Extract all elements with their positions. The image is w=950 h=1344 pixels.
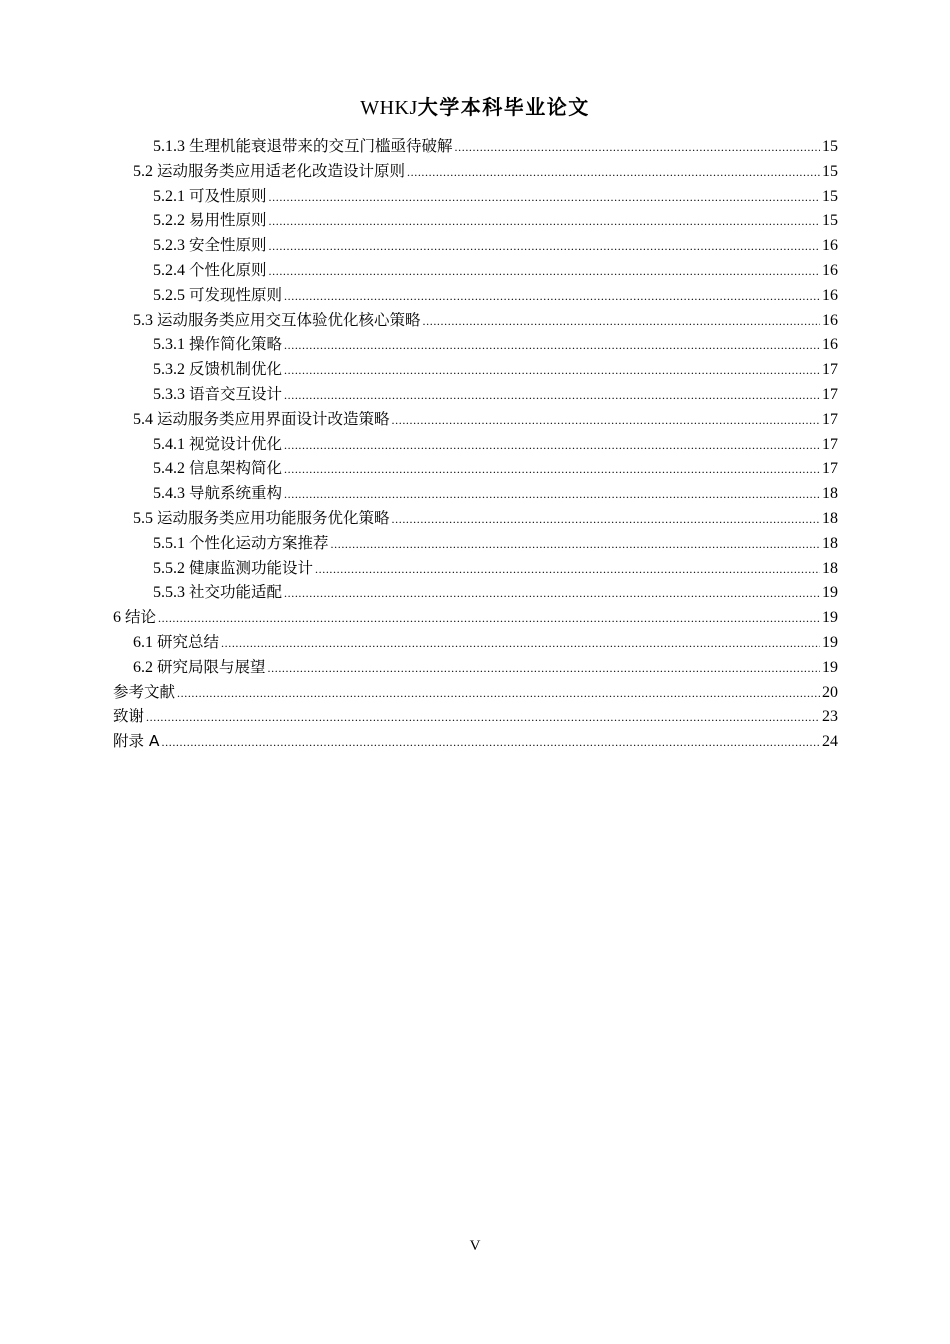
toc-entry-appendix-a[interactable]: [113, 729, 838, 754]
toc-title: 生理机能衰退带来的交互门槛亟待破解: [189, 137, 453, 155]
toc-entry-5-2-2[interactable]: [113, 208, 838, 233]
header-school-name: WHKJ: [360, 97, 418, 119]
header-thesis-title: 大学本科毕业论文: [417, 95, 590, 119]
toc-page-number: 17: [822, 385, 838, 403]
toc-dot-leader: [162, 735, 820, 750]
toc-dot-leader: [146, 710, 820, 725]
toc-page-number: 24: [822, 733, 838, 751]
toc-dot-leader: [392, 512, 820, 527]
toc-page-number: 18: [822, 485, 838, 503]
toc-number: 5.2: [133, 162, 153, 180]
toc-number: 5.3: [133, 311, 153, 329]
toc-entry-5-4-3[interactable]: [113, 481, 838, 506]
toc-entry-5-2-3[interactable]: [113, 233, 838, 258]
toc-number: 5.5.3: [153, 584, 185, 602]
toc-entry-5-3[interactable]: [113, 308, 838, 333]
toc-title: 参考文献: [113, 682, 176, 701]
toc-dot-leader: [284, 586, 820, 601]
toc-number: 5.1.3: [153, 138, 185, 155]
toc-number: 5.2.4: [153, 261, 185, 279]
toc-title: 操作简化策略: [189, 335, 283, 354]
toc-entry-5-2-5[interactable]: [113, 283, 838, 308]
toc-dot-leader: [177, 686, 820, 701]
toc-dot-leader: [284, 388, 820, 403]
toc-entry-6-2[interactable]: [113, 655, 838, 680]
toc-dot-leader: [392, 413, 820, 428]
toc-title: 运动服务类应用功能服务优化策略: [157, 508, 390, 527]
toc-dot-leader: [269, 264, 820, 279]
toc-entry-5-5-3[interactable]: [113, 580, 838, 605]
toc-title: 个性化运动方案推荐: [189, 533, 329, 552]
toc-entry-5-5[interactable]: [113, 506, 838, 531]
toc-page-number: 16: [822, 286, 838, 304]
toc-title: 可发现性原则: [189, 285, 283, 304]
toc-page-number: 19: [822, 658, 838, 676]
toc-entry-5-4-2[interactable]: [113, 456, 838, 481]
toc-dot-leader: [284, 438, 820, 453]
toc-number: 5.4.1: [153, 435, 185, 453]
toc-entry-5-3-2[interactable]: [113, 357, 838, 382]
toc-entry-5-1-3[interactable]: [113, 134, 838, 159]
toc-page-number: 17: [822, 460, 838, 478]
toc-number: 5.2.2: [153, 212, 185, 230]
toc-number: 6: [113, 609, 121, 627]
toc-title: 健康监测功能设计: [189, 558, 314, 577]
toc-entry-5-5-2[interactable]: [113, 556, 838, 581]
toc-page-number: 18: [822, 534, 838, 552]
toc-number: 5.3.3: [153, 385, 185, 403]
toc-page-number: 19: [822, 609, 838, 627]
toc-title: 社交功能适配: [189, 583, 283, 602]
toc-page-number: 20: [822, 683, 838, 701]
page-footer: [0, 1238, 950, 1255]
toc-entry-5-4-1[interactable]: [113, 432, 838, 457]
toc-entry-6-1[interactable]: [113, 630, 838, 655]
toc-entry-6[interactable]: [113, 605, 838, 630]
toc-title: 运动服务类应用交互体验优化核心策略: [157, 310, 421, 329]
toc-page-number: 15: [822, 187, 838, 205]
toc-page-number: 15: [822, 212, 838, 230]
toc-dot-leader: [284, 487, 820, 502]
toc-dot-leader: [158, 611, 820, 626]
toc-dot-leader: [221, 636, 820, 651]
toc-number: 5.3.2: [153, 361, 185, 379]
toc-dot-leader: [269, 214, 820, 229]
toc-entry-5-5-1[interactable]: [113, 531, 838, 556]
toc-number: 5.5.1: [153, 534, 185, 552]
toc-page-number: 19: [822, 584, 838, 602]
toc-title: 致谢: [113, 707, 145, 726]
toc-number: 5.4.2: [153, 460, 185, 478]
toc-dot-leader: [284, 289, 820, 304]
toc-page-number: 15: [822, 162, 838, 180]
toc-number: 5.4.3: [153, 485, 185, 503]
toc-dot-leader: [284, 363, 820, 378]
toc-page-number: 16: [822, 311, 838, 329]
toc-page-number: 18: [822, 509, 838, 527]
toc-entry-5-4[interactable]: [113, 407, 838, 432]
toc-number: 5.5: [133, 509, 153, 527]
toc-dot-leader: [455, 140, 820, 155]
toc-dot-leader: [269, 190, 820, 205]
toc-title: 语音交互设计: [189, 384, 283, 403]
toc-number: 6.1: [133, 633, 153, 651]
toc-title: 运动服务类应用界面设计改造策略: [157, 409, 390, 428]
toc-number: 5.3.1: [153, 336, 185, 354]
toc-number: 6.2: [133, 658, 153, 676]
toc-title: 信息架构简化: [189, 459, 283, 478]
toc-page-number: 18: [822, 559, 838, 577]
toc-entry-5-2[interactable]: [113, 159, 838, 184]
toc-dot-leader: [284, 338, 820, 353]
toc-page-number: 23: [822, 708, 838, 726]
toc-title: 研究总结: [157, 632, 220, 651]
toc-entry-references[interactable]: [113, 680, 838, 705]
toc-page-number: 19: [822, 633, 838, 651]
toc-number: 5.2.1: [153, 187, 185, 205]
toc-title: 导航系统重构: [189, 484, 283, 503]
toc-number: 5.2.3: [153, 237, 185, 255]
toc-entry-5-2-1[interactable]: [113, 184, 838, 209]
toc-title: 运动服务类应用适老化改造设计原则: [157, 161, 406, 180]
toc-title: 研究局限与展望: [157, 657, 266, 676]
toc-page-number: 15: [822, 138, 838, 155]
toc-dot-leader: [423, 314, 820, 329]
toc-dot-leader: [331, 537, 820, 552]
toc-title: 视觉设计优化: [189, 434, 283, 453]
toc-title: 安全性原则: [189, 236, 267, 255]
toc-page-number: 16: [822, 237, 838, 255]
toc-number: 5.5.2: [153, 559, 185, 577]
toc-dot-leader: [407, 165, 820, 180]
toc-title: 易用性原则: [189, 211, 267, 230]
toc-title: 可及性原则: [189, 186, 267, 205]
toc-page-number: 16: [822, 336, 838, 354]
toc-entry-5-3-3[interactable]: [113, 382, 838, 407]
toc-page-number: 17: [822, 435, 838, 453]
toc-page-number: 16: [822, 261, 838, 279]
toc-entry-acknowledgements[interactable]: [113, 704, 838, 729]
toc-page-number: 17: [822, 361, 838, 379]
toc-entry-5-2-4[interactable]: [113, 258, 838, 283]
table-of-contents: [113, 134, 838, 754]
toc-number: 5.2.5: [153, 286, 185, 304]
toc-title: 个性化原则: [189, 260, 267, 279]
page-header: [0, 94, 950, 121]
page-number: V: [469, 1238, 481, 1254]
toc-title: 附录 A: [113, 732, 160, 751]
toc-page-number: 17: [822, 410, 838, 428]
toc-entry-5-3-1[interactable]: [113, 332, 838, 357]
toc-dot-leader: [284, 462, 820, 477]
toc-title: 反馈机制优化: [189, 360, 283, 379]
toc-number: 5.4: [133, 410, 153, 428]
toc-dot-leader: [315, 562, 820, 577]
toc-dot-leader: [268, 661, 820, 676]
toc-dot-leader: [269, 239, 820, 254]
toc-title: 结论: [125, 608, 157, 627]
